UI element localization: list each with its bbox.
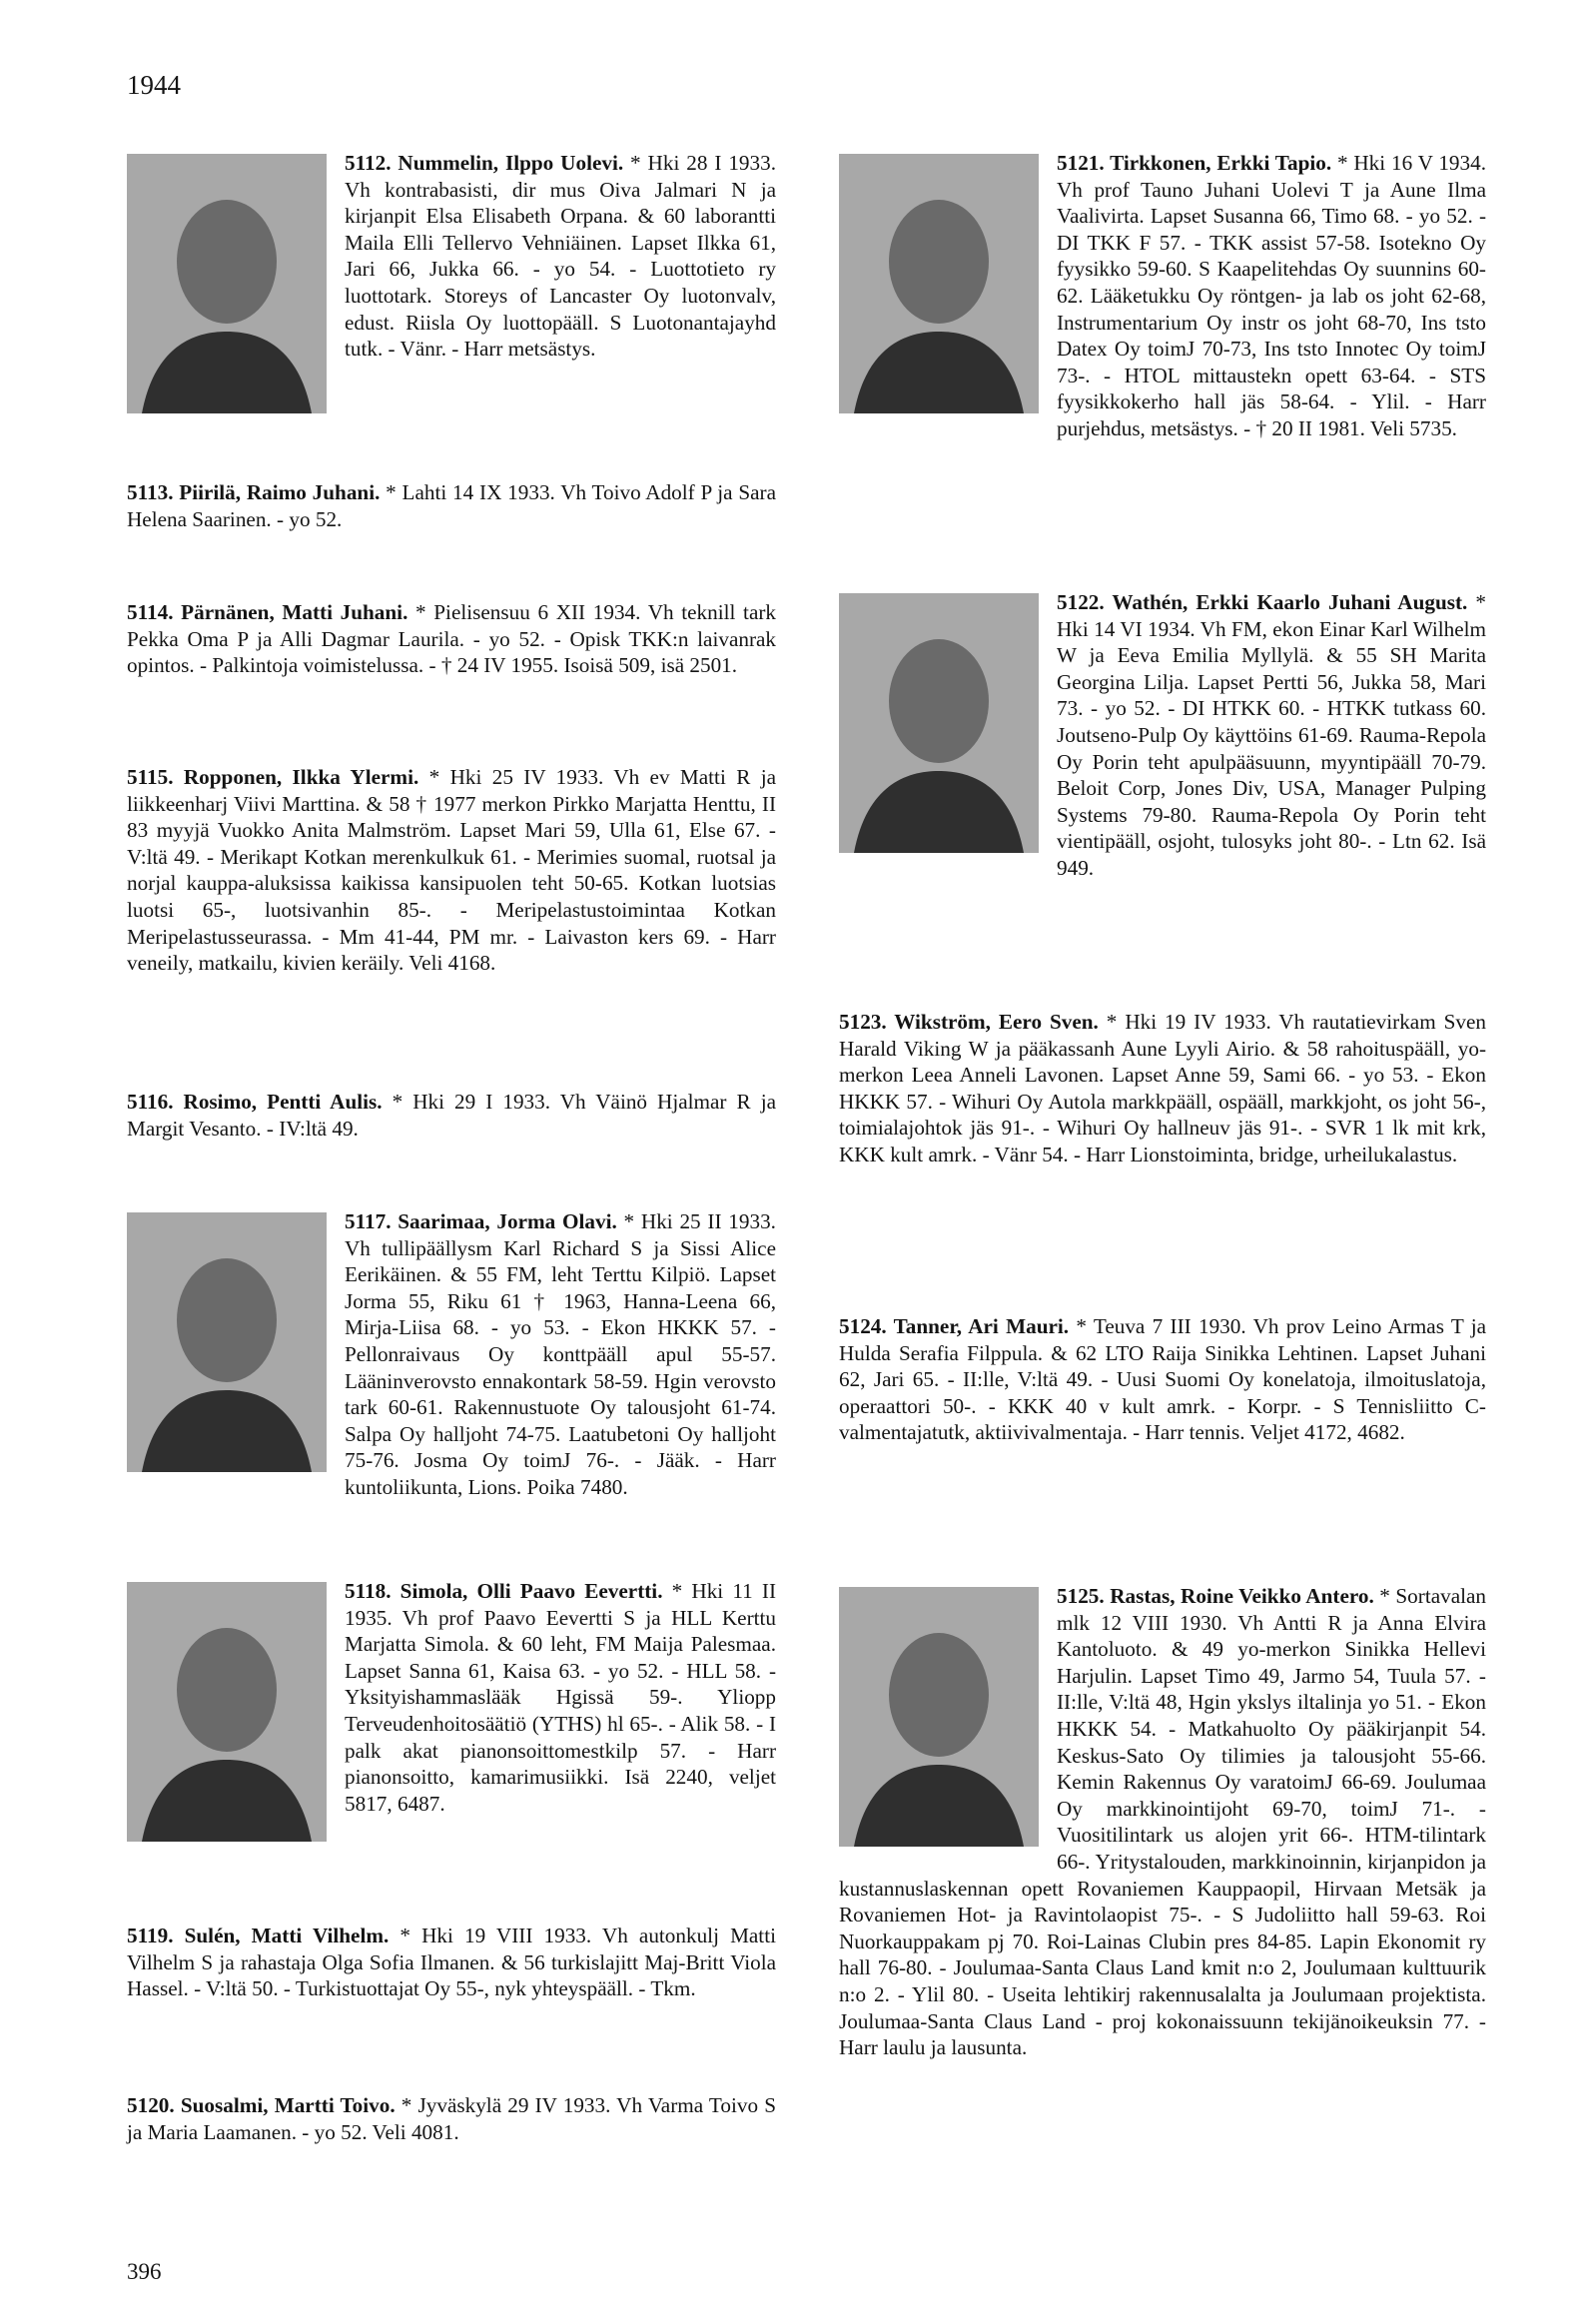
entry-head: 5113. Piirilä, Raimo Juhani. bbox=[127, 480, 381, 504]
entry-head: 5114. Pärnänen, Matti Juhani. bbox=[127, 600, 408, 624]
entry-text: * Hki 16 V 1934. Vh prof Tauno Juhani Uolevi T ja Aune Ilma Vaalivirta. Lapset Susanna 66, Timo 68. - yo 52. - DI TKK F 57. - TKK assist 57-58. Isotekno Oy fyysikko 59-60. S Kaapelitehdas Oy suunnins 60-62. Lääketukku Oy röntgen- ja lab os joht 62-68, Instrumentarium Oy instr os joht 68-70, Ins tsto Datex Oy toimJ 70-73, Ins tsto Innotec Oy toimJ 73-. - HTOL mittaustekn opett 63-64. - STS fyysikkokerho hall jäs 58-64. - Ylil. - Harr purjehdus, metsästys. - † 20 II 1981. Veli 5735. bbox=[1057, 151, 1486, 440]
entry-head: 5125. Rastas, Roine Veikko Antero. bbox=[1057, 1584, 1374, 1608]
entry-5112 bbox=[127, 150, 776, 421]
entry-5121 bbox=[839, 150, 1486, 442]
entry-5120 bbox=[127, 2092, 776, 2145]
entry-5123 bbox=[839, 1009, 1486, 1168]
portrait-photo bbox=[839, 593, 1039, 853]
entry-text: * Hki 25 II 1933. Vh tullipäällysm Karl Richard S ja Sissi Alice Eerikäinen. & 55 FM, leht Terttu Kilpiö. Lapset Jorma 55, Riku 61 † 1963, Hanna-Leena 66, Mirja-Liisa 68. - yo 53. - Ekon HKKK 57. - Pellonraivaus Oy konttpääll apul 55-57. Lääninverovsto ennakontark 58-59. Hgin verovsto tark 60-61. Rakennustuote Oy talousjoht 61-74. Salpa Oy halljoht 74-75. Laatubetoni Oy halljoht 75-76. Josma Oy toimJ 76-. - Jääk. - Harr kuntoliikunta, Lions. Poika 7480. bbox=[345, 1209, 776, 1499]
entry-text: * Hki 28 I 1933. Vh kontrabasisti, dir mus Oiva Jalmari N ja kirjanpit Elsa Elisabeth Orpana. & 60 laborantti Maila Elli Tellervo Vehniäinen. Lapset Ilkka 61, Jari 66, Jukka 66. - yo 54. - Luottotieto ry luottotark. Storeys of Lancaster Oy luotonvalv, edust. Riisla Oy luottopääll. S Luotonantajayhd tutk. - Vänr. - Harr metsästys. bbox=[345, 151, 776, 362]
entry-head: 5123. Wikström, Eero Sven. bbox=[839, 1010, 1099, 1034]
entry-text: * Hki 25 IV 1933. Vh ev Matti R ja liikkeenharj Viivi Marttina. & 58 † 1977 merkon Pirkko Marjatta Henttu, II 83 myyjä Vuokko Anita Malmström. Lapset Mari 59, Ulla 61, Else 67. - V:ltä 49. - Merikapt Kotkan merenkulkuk 61. - Merimies suomal, ruotsal ja norjal kauppa-aluksissa kaikissa kansipuolen teht 50-65. Kotkan luotsias luotsi 65-, luotsivanhin 85-. - Meripelastustoimintaa Kotkan Meripelastusseurassa. - Mm 41-44, PM mr. - Laivaston kers 69. - Harr veneily, matkailu, kivien keräily. Veli 4168. bbox=[127, 765, 776, 976]
page-number: 396 bbox=[127, 2259, 162, 2284]
entry-5125 bbox=[839, 1583, 1486, 2061]
entry-text: * Hki 19 IV 1933. Vh rautatievirkam Sven Harald Viking W ja pääkassanh Aune Lyyli Airio. & 58 rahoituspääll, yo-merkon Leea Anneli Lavonen. Lapset Anne 59, Sami 66. - yo 53. - Ekon HKKK 57. - Wihuri Oy Autola markkpääll, ospääll, markkjoht, os joht 56-, toimialajohtok jäs 91-. - Wihuri Oy hallneuv jäs 91-. - SVR 1 lk mit krk, KKK kult amrk. - Vänr 54. - Harr Lionstoiminta, bridge, urheilukalastus. bbox=[839, 1010, 1486, 1166]
entry-text: * Hki 14 VI 1934. Vh FM, ekon Einar Karl Wilhelm W ja Eeva Emilia Myllylä. & 55 SH Marita Georgina Lilja. Lapset Pertti 56, Jukka 58, Mari 73. - yo 52. - DI HTKK 60. - HTKK tutkass 60. Joutseno-Pulp Oy käyttöins 61-69. Rauma-Repola Oy Porin teht apulpääsuunn, myyntipääll 70-79. Beloit Corp, Jones Div, USA, Manager Pulping Systems 79-80. Rauma-Repola Oy Porin teht vientipääll, osjoht, tulosyks joht 80-. - Ltn 62. Isä 949. bbox=[1057, 590, 1486, 880]
portrait-photo bbox=[127, 154, 327, 413]
entry-text: * Hki 11 II 1935. Vh prof Paavo Eevertti S ja HLL Kerttu Marjatta Simola. & 60 leht, FM Maija Palesmaa. Lapset Sanna 61, Kaisa 63. - yo 52. - HLL 58. - Yksityishammaslääk Hgissä 59-. Yliopp Terveudenhoitosäätiö (YTHS) hl 65-. - Alik 58. - I palk akat pianonsoittomestkilp 57. - Harr pianonsoitto, kamarimusiikki. Isä 2240, veljet 5817, 6487. bbox=[345, 1579, 776, 1816]
entry-5116 bbox=[127, 1089, 776, 1142]
entry-head: 5124. Tanner, Ari Mauri. bbox=[839, 1314, 1070, 1338]
entry-5114 bbox=[127, 599, 776, 679]
entry-text: * Lahti 14 IX 1933. Vh Toivo Adolf P ja Sara Helena Saarinen. - yo 52. bbox=[127, 480, 776, 531]
entry-5115 bbox=[127, 764, 776, 977]
entry-5113 bbox=[127, 479, 776, 532]
entry-head: 5116. Rosimo, Pentti Aulis. bbox=[127, 1090, 383, 1114]
entry-head: 5119. Sulén, Matti Vilhelm. bbox=[127, 1924, 390, 1947]
entry-head: 5112. Nummelin, Ilppo Uolevi. bbox=[345, 151, 624, 175]
entry-text: * Hki 19 VIII 1933. Vh autonkulj Matti Vilhelm S ja rahastaja Olga Sofia Ilmanen. & 56 turkislajitt Maj-Britt Viola Hassel. - V:ltä 50. - Turkistuottajat Oy 55-, nyk yhteyspääll. - Tkm. bbox=[127, 1924, 776, 2001]
entry-head: 5120. Suosalmi, Martti Toivo. bbox=[127, 2093, 396, 2117]
entry-head: 5121. Tirkkonen, Erkki Tapio. bbox=[1057, 151, 1332, 175]
portrait-photo bbox=[127, 1212, 327, 1472]
entry-head: 5117. Saarimaa, Jorma Olavi. bbox=[345, 1209, 617, 1233]
entry-text: * Teuva 7 III 1930. Vh prov Leino Armas T ja Hulda Serafia Filppula. & 62 LTO Raija Sinikka Lehtinen. Lapset Juhani 62, Jari 65. - II:lle, V:ltä 49. - Uusi Suomi Oy konelatoja, ilmoituslatoja, operaattori 50-. - KKK 40 v kult amrk. - Korpr. - S Tennisliitto C-valmentajatutk, aktiivivalmentaja. - Harr tennis. Veljet 4172, 4682. bbox=[839, 1314, 1486, 1445]
entry-text: * Pielisensuu 6 XII 1934. Vh teknill tark Pekka Oma P ja Alli Dagmar Laurila. - yo 52. - Opisk TKK:n laivanrak opintos. - Palkintoja voimistelussa. - † 24 IV 1955. Isoisä 509, isä 2501. bbox=[127, 600, 776, 678]
entry-text: * Sortavalan mlk 12 VIII 1930. Vh Antti R ja Anna Elvira Kantoluoto. & 49 yo-merkon Sinikka Hellevi Harjulin. Lapset Timo 49, Jarmo 54, Tuula 57. - II:lle, V:ltä 48, Hgin ykslys iltalinja yo 51. - Ekon HKKK 54. - Matkahuolto Oy pääkirjanpit 54. Keskus-Sato Oy tilimies ja talousjoht 55-66. Kemin Rakennus Oy varatoimJ 66-69. Joulumaa Oy markkinointijoht 69-70, toimJ 71-. - Vuositilintark us alojen yrit 66-. HTM-tilintark 66-. Yritystalouden, markkinoinnin, kirjanpidon ja kustannuslaskennan opett Rovaniemen Kauppaopil, Hirvaan Metsäk ja Rovaniemen Hot- ja Ravintolaopist 75-. - S Judoliitto hall 59-63. Roi Nuorkauppakam pj 70. Roi-Lainas Clubin pres 84-85. Lapin Ekonomit ry hall 76-80. - Joulumaa-Santa Claus Land kmit n:o 2, Joulumaan kulttuurik n:o 2. - Ylil 80. - Useita lehtikirj rakennusalalta ja Joulumaan projektista. Joulumaa-Santa Claus Land - proj kokonaissuunn tekijänoikeuksin 77. - Harr laulu ja lausunta. bbox=[839, 1584, 1487, 2060]
entry-head: 5122. Wathén, Erkki Kaarlo Juhani August. bbox=[1057, 590, 1468, 614]
entry-text: * Hki 29 I 1933. Vh Väinö Hjalmar R ja Margit Vesanto. - IV:ltä 49. bbox=[127, 1090, 776, 1141]
entry-head: 5118. Simola, Olli Paavo Eevertti. bbox=[345, 1579, 663, 1603]
entry-5118 bbox=[127, 1578, 776, 1850]
entry-5122 bbox=[839, 589, 1486, 882]
entry-5124 bbox=[839, 1313, 1486, 1446]
portrait-photo bbox=[839, 154, 1039, 413]
portrait-photo bbox=[127, 1582, 327, 1842]
page-year: 1944 bbox=[127, 70, 181, 100]
entry-5119 bbox=[127, 1923, 776, 2002]
entry-head: 5115. Ropponen, Ilkka Ylermi. bbox=[127, 765, 419, 789]
entry-text: * Jyväskylä 29 IV 1933. Vh Varma Toivo S ja Maria Laamanen. - yo 52. Veli 4081. bbox=[127, 2093, 776, 2144]
portrait-photo bbox=[839, 1587, 1039, 1847]
entry-5117 bbox=[127, 1208, 776, 1501]
